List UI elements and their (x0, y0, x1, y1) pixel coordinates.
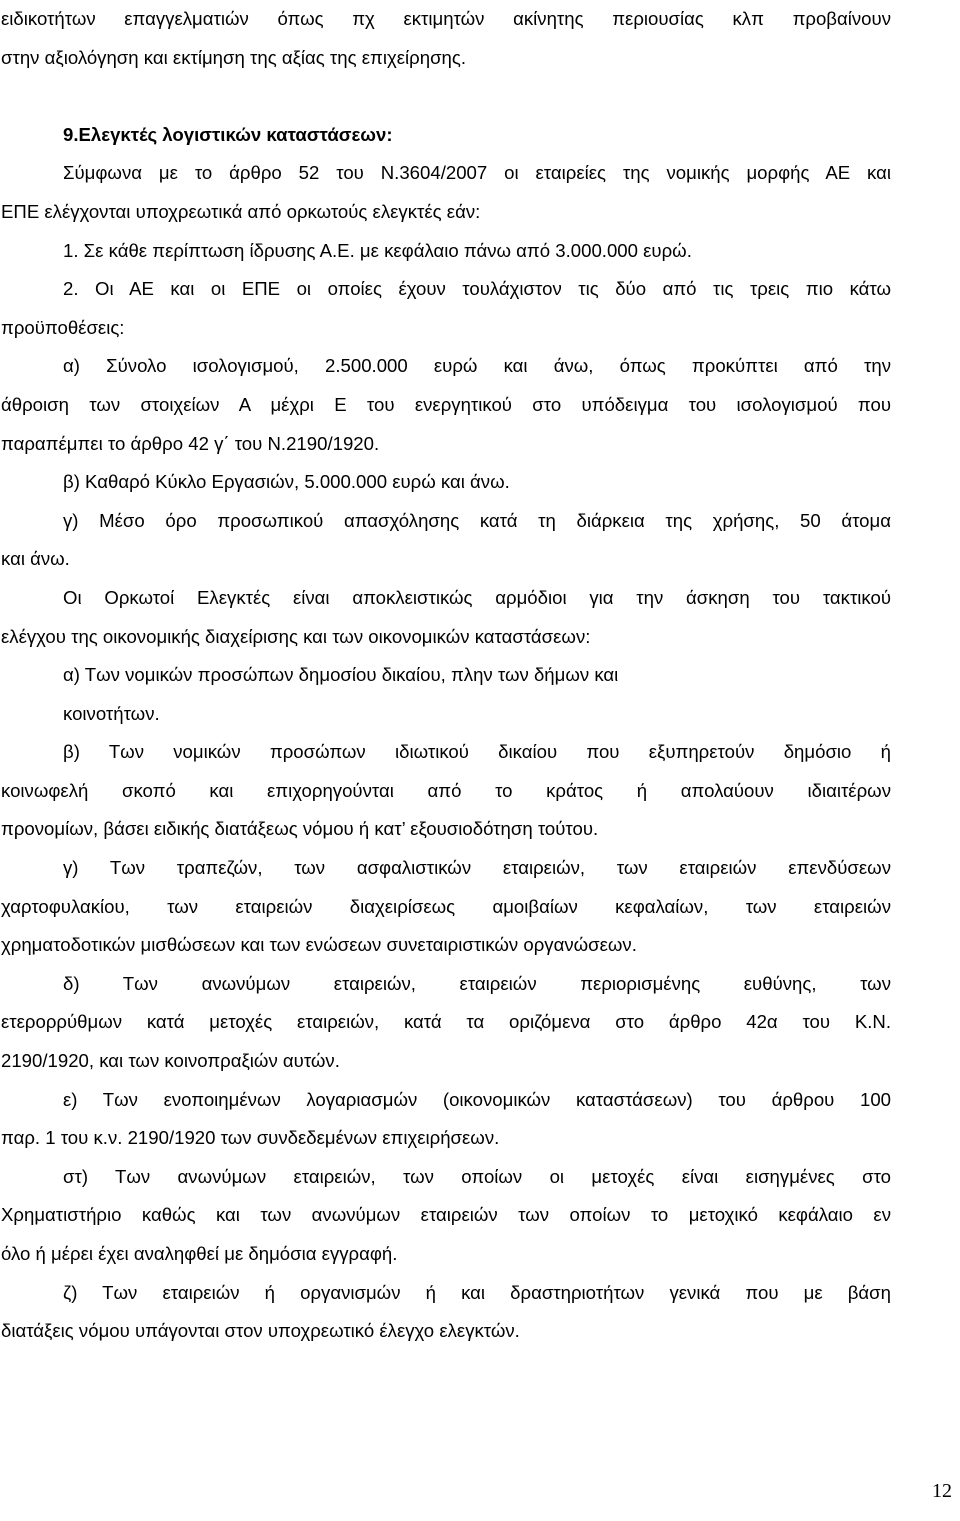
paragraph-line: στην αξιολόγηση και εκτίμηση της αξίας της επιχείρησης. (1, 46, 467, 68)
paragraph-line: 1. Σε κάθε περίπτωση ίδρυσης Α.Ε. με κεφάλαιο πάνω από 3.000.000 ευρώ. (63, 239, 692, 261)
paragraph-line: κοινοτήτων. (63, 702, 160, 724)
paragraph-line: χρηματοδοτικών μισθώσεων και των ενώσεων συνεταιριστικών οργανώσεων. (1, 934, 637, 956)
paragraph-line: και άνω. (1, 548, 70, 570)
paragraph-line: ζ) Των εταιρειών ή οργανισμών ή και δραστηριοτήτων γενικά που με βάση (63, 1281, 891, 1303)
paragraph-line: διατάξεις νόμου υπάγονται στον υποχρεωτικό έλεγχο ελεγκτών. (1, 1320, 520, 1342)
paragraph-line: όλο ή μέρει έχει αναληφθεί με δημόσια εγγραφή. (1, 1243, 398, 1264)
paragraph-line: Σύμφωνα με το άρθρο 52 του Ν.3604/2007 οι εταιρείες της νομικής μορφής ΑΕ και (63, 162, 891, 184)
paragraph-line: ειδικοτήτων επαγγελματιών όπως πχ εκτιμητών ακίνητης περιουσίας κλπ προβαίνουν (1, 8, 891, 29)
paragraph-line: χαρτοφυλακίου, των εταιρειών διαχειρίσεως αμοιβαίων κεφαλαίων, των εταιρειών (1, 895, 891, 917)
document-body (1, 0, 891, 1351)
paragraph-line: άθροιση των στοιχείων Α μέχρι Ε του ενεργητικού στο υπόδειγμα του ισολογισμού που (1, 393, 891, 415)
paragraph-line: Οι Ορκωτοί Ελεγκτές είναι αποκλειστικώς αρμόδιοι για την άσκηση του τακτικού (63, 586, 891, 608)
paragraph-line: α) Των νομικών προσώπων δημοσίου δικαίου, πλην των δήμων και (63, 664, 619, 686)
paragraph-line: β) Των νομικών προσώπων ιδιωτικού δικαίου που εξυπηρετούν δημόσιο ή (63, 741, 891, 763)
section-heading: 9.Ελεγκτές λογιστικών καταστάσεων: (63, 123, 393, 145)
paragraph-line: στ) Των ανωνύμων εταιρειών, των οποίων οι μετοχές είναι εισηγμένες στο (63, 1165, 891, 1187)
paragraph-line: προνομίων, βάσει ειδικής διατάξεως νόμου ή κατ’ εξουσιοδότηση τούτου. (1, 818, 599, 840)
paragraph-line: ΕΠΕ ελέγχονται υποχρεωτικά από ορκωτούς ελεγκτές εάν: (1, 200, 481, 222)
paragraph-line: παρ. 1 του κ.ν. 2190/1920 των συνδεδεμένων επιχειρήσεων. (1, 1127, 500, 1149)
paragraph-line: 2190/1920, και των κοινοπραξιών αυτών. (1, 1050, 340, 1072)
page-number: 12 (932, 1480, 952, 1502)
paragraph-line: Χρηματιστήριο καθώς και των ανωνύμων εταιρειών των οποίων το μετοχικό κεφάλαιο εν (1, 1204, 891, 1226)
paragraph-line: 2. Οι ΑΕ και οι ΕΠΕ οι οποίες έχουν τουλάχιστον τις δύο από τις τρεις πιο κάτω (63, 278, 891, 300)
paragraph-line: ε) Των ενοποιημένων λογαριασμών (οικονομικών καταστάσεων) του άρθρου 100 (63, 1088, 891, 1110)
paragraph-line: ετερορρύθμων κατά μετοχές εταιρειών, κατά τα οριζόμενα στο άρθρο 42α του Κ.Ν. (1, 1011, 891, 1033)
blank-line (1, 77, 891, 116)
paragraph-line: παραπέμπει το άρθρο 42 γ΄ του Ν.2190/1920. (1, 432, 380, 454)
paragraph-line: α) Σύνολο ισολογισμού, 2.500.000 ευρώ και άνω, όπως προκύπτει από την (63, 355, 891, 377)
paragraph-line: ελέγχου της οικονομικής διαχείρισης και των οικονομικών καταστάσεων: (1, 625, 591, 647)
paragraph-line: γ) Μέσο όρο προσωπικού απασχόλησης κατά τη διάρκεια της χρήσης, 50 άτομα (63, 509, 891, 531)
paragraph-line: γ) Των τραπεζών, των ασφαλιστικών εταιρειών, των εταιρειών επενδύσεων (63, 857, 891, 879)
paragraph-line: προϋποθέσεις: (1, 316, 125, 338)
paragraph-line: β) Καθαρό Κύκλο Εργασιών, 5.000.000 ευρώ και άνω. (63, 471, 510, 493)
paragraph-line: κοινωφελή σκοπό και επιχορηγούνται από το κράτος ή απολαύουν ιδιαιτέρων (1, 779, 891, 801)
paragraph-line: δ) Των ανωνύμων εταιρειών, εταιρειών περιορισμένης ευθύνης, των (63, 972, 891, 994)
